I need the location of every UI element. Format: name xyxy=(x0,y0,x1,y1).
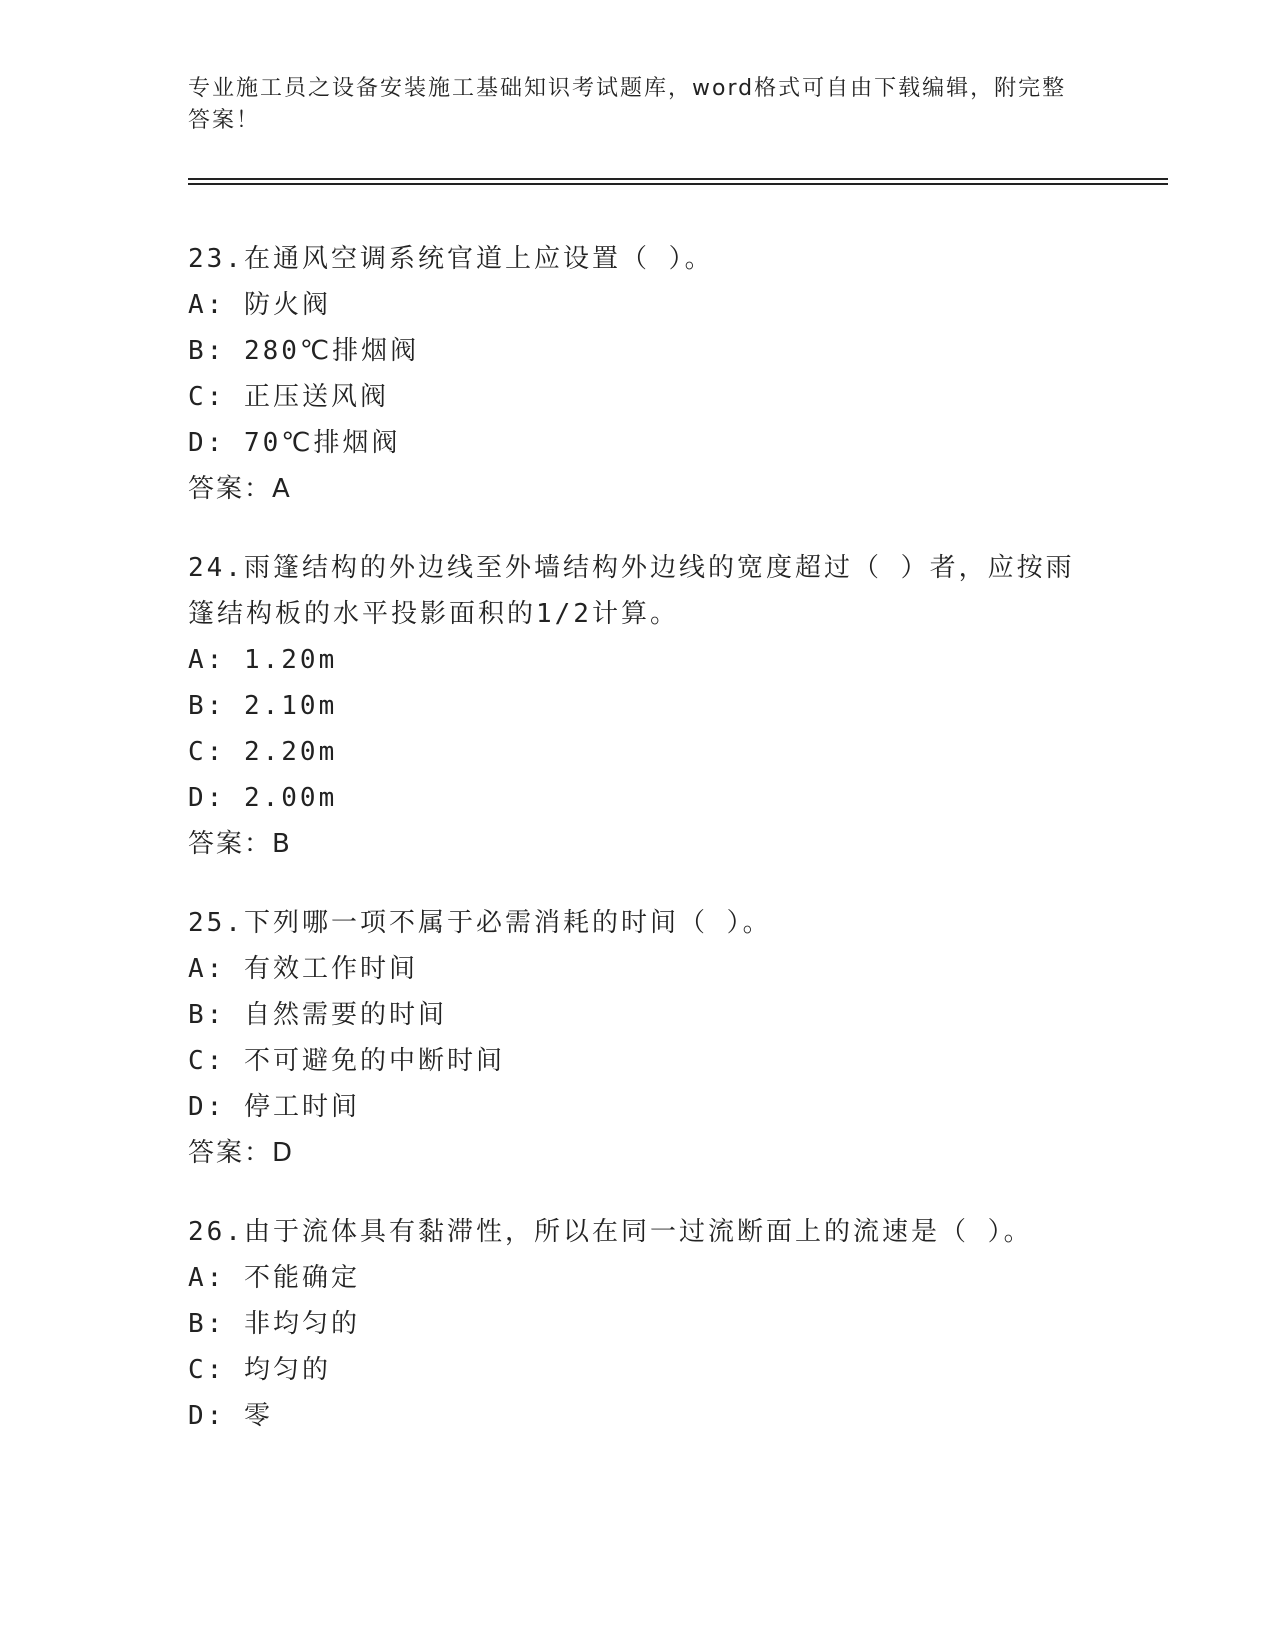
question-24 xyxy=(188,545,1078,867)
option-c: C: 2.20m xyxy=(188,737,338,767)
answer-line: 答案：A xyxy=(188,474,292,504)
option-b: B: 280℃排烟阀 xyxy=(188,336,420,366)
question-stem: 26.由于流体具有黏滞性，所以在同一过流断面上的流速是（ ）。 xyxy=(188,1217,1033,1247)
option-d: D: 停工时间 xyxy=(188,1092,360,1122)
option-d: D: 零 xyxy=(188,1401,273,1431)
option-a: A: 不能确定 xyxy=(188,1263,360,1293)
question-stem: 23.在通风空调系统官道上应设置（ ）。 xyxy=(188,244,714,274)
option-b: B: 2.10m xyxy=(188,691,338,721)
option-a: A: 防火阀 xyxy=(188,290,331,320)
answer-line: 答案：D xyxy=(188,1138,295,1168)
option-c: C: 正压送风阀 xyxy=(188,382,389,412)
question-list xyxy=(188,236,1078,1472)
option-a: A: 1.20m xyxy=(188,645,338,675)
header-double-rule xyxy=(188,178,1168,188)
question-23 xyxy=(188,236,1078,512)
question-stem: 24.雨篷结构的外边线至外墙结构外边线的宽度超过（ ）者，应按雨篷结构板的水平投影面积的1/2计算。 xyxy=(188,553,1075,629)
answer-line: 答案：B xyxy=(188,829,292,859)
option-d: D: 2.00m xyxy=(188,783,338,813)
question-25 xyxy=(188,900,1078,1176)
rule-line-bottom xyxy=(188,183,1168,185)
question-stem: 25.下列哪一项不属于必需消耗的时间（ ）。 xyxy=(188,908,772,938)
option-d: D: 70℃排烟阀 xyxy=(188,428,401,458)
document-header: 专业施工员之设备安装施工基础知识考试题库，word格式可自由下载编辑，附完整答案！ xyxy=(188,76,1067,133)
option-c: C: 不可避免的中断时间 xyxy=(188,1046,505,1076)
option-c: C: 均匀的 xyxy=(188,1355,331,1385)
option-b: B: 自然需要的时间 xyxy=(188,1000,447,1030)
rule-line-top xyxy=(188,178,1168,180)
option-a: A: 有效工作时间 xyxy=(188,954,418,984)
option-b: B: 非均匀的 xyxy=(188,1309,360,1339)
question-26 xyxy=(188,1209,1078,1439)
